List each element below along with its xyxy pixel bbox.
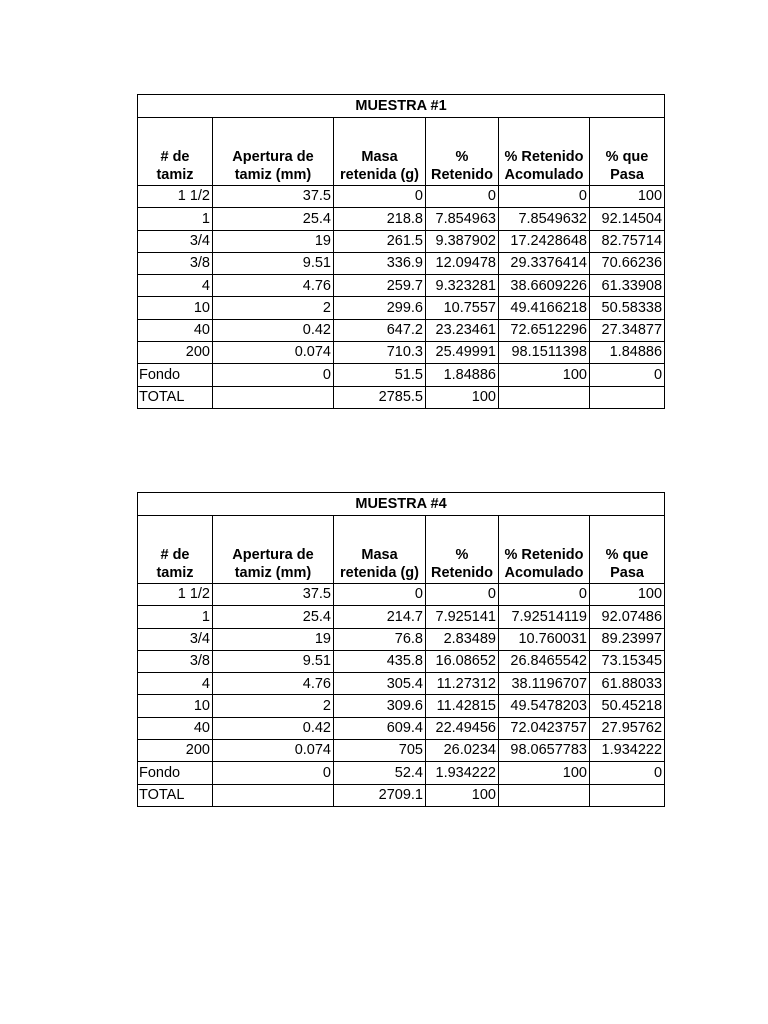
column-header-retained-mass: Masa retenida (g) <box>334 516 426 584</box>
table-cell: 1 1/2 <box>138 186 213 208</box>
table-cell: TOTAL <box>138 386 213 408</box>
table-row <box>138 695 665 717</box>
table-cell: 10.760031 <box>499 628 590 650</box>
table-cell: 0 <box>590 762 665 784</box>
column-header-sieve-opening: Apertura de tamiz (mm) <box>213 118 334 186</box>
table-cell: 710.3 <box>334 342 426 364</box>
table-cell: 4.76 <box>213 275 334 297</box>
table-cell: 261.5 <box>334 230 426 252</box>
table-cell: 705 <box>334 740 426 762</box>
table-cell: 0 <box>334 186 426 208</box>
table-cell: 3/4 <box>138 230 213 252</box>
table-cell: 7.854963 <box>426 208 499 230</box>
table-cell: 98.1511398 <box>499 342 590 364</box>
table-row <box>138 364 665 386</box>
column-header-retained-mass: Masa retenida (g) <box>334 118 426 186</box>
table-row <box>138 717 665 739</box>
table-cell: 609.4 <box>334 717 426 739</box>
table-cell: 9.51 <box>213 650 334 672</box>
table-total-row <box>138 784 665 806</box>
table-cell: TOTAL <box>138 784 213 806</box>
table-cell: 12.09478 <box>426 252 499 274</box>
sample-4-table <box>137 492 665 807</box>
table-cell: 4.76 <box>213 673 334 695</box>
table-cell: 2 <box>213 297 334 319</box>
table-cell <box>499 386 590 408</box>
table-cell: 100 <box>499 762 590 784</box>
table-cell: 40 <box>138 717 213 739</box>
table-row <box>138 208 665 230</box>
table-cell: 9.323281 <box>426 275 499 297</box>
table-cell: 49.5478203 <box>499 695 590 717</box>
table-row <box>138 230 665 252</box>
table-cell: 3/4 <box>138 628 213 650</box>
table-cell: 73.15345 <box>590 650 665 672</box>
table-cell: 40 <box>138 319 213 341</box>
column-header-cumulative-retained: % Retenido Acomulado <box>499 516 590 584</box>
table-cell: 1 <box>138 606 213 628</box>
table-cell: 38.1196707 <box>499 673 590 695</box>
table-row <box>138 606 665 628</box>
table-cell: 3/8 <box>138 252 213 274</box>
table-row <box>138 673 665 695</box>
table-cell: 100 <box>426 784 499 806</box>
table-cell: 25.4 <box>213 606 334 628</box>
table-cell: 2 <box>213 695 334 717</box>
table-cell: 7.925141 <box>426 606 499 628</box>
table-cell: 10 <box>138 695 213 717</box>
column-header-row <box>138 118 665 186</box>
table-cell: 23.23461 <box>426 319 499 341</box>
table-title-row <box>138 95 665 118</box>
table-cell: 435.8 <box>334 650 426 672</box>
table-row <box>138 650 665 672</box>
table-cell: 214.7 <box>334 606 426 628</box>
table-cell <box>499 784 590 806</box>
table-cell: 26.0234 <box>426 740 499 762</box>
table-cell: 11.27312 <box>426 673 499 695</box>
column-header-cumulative-retained: % Retenido Acomulado <box>499 118 590 186</box>
table-cell: 10.7557 <box>426 297 499 319</box>
table-cell: 9.387902 <box>426 230 499 252</box>
table-cell: 1.934222 <box>426 762 499 784</box>
table-cell: 92.14504 <box>590 208 665 230</box>
table-cell: 0 <box>499 584 590 606</box>
table-cell: 0.42 <box>213 319 334 341</box>
table-cell: 1.84886 <box>426 364 499 386</box>
table-total-row <box>138 386 665 408</box>
table-cell: 27.34877 <box>590 319 665 341</box>
table-cell: 0 <box>499 186 590 208</box>
table-title: MUESTRA #4 <box>138 493 665 516</box>
table-cell: 25.4 <box>213 208 334 230</box>
table-cell: 27.95762 <box>590 717 665 739</box>
table-cell: 29.3376414 <box>499 252 590 274</box>
table-cell <box>213 386 334 408</box>
table-cell: 218.8 <box>334 208 426 230</box>
column-header-sieve-number: # de tamiz <box>138 118 213 186</box>
table-cell: 92.07486 <box>590 606 665 628</box>
table-cell: 0 <box>426 584 499 606</box>
table-cell: 299.6 <box>334 297 426 319</box>
column-header-percent-passing: % que Pasa <box>590 118 665 186</box>
table-cell: 72.6512296 <box>499 319 590 341</box>
table-cell: 11.42815 <box>426 695 499 717</box>
table-row <box>138 319 665 341</box>
table-cell: 22.49456 <box>426 717 499 739</box>
column-header-percent-passing: % que Pasa <box>590 516 665 584</box>
table-row <box>138 762 665 784</box>
table-cell: 7.8549632 <box>499 208 590 230</box>
table-cell: 16.08652 <box>426 650 499 672</box>
table-cell: 2709.1 <box>334 784 426 806</box>
table-cell: 0 <box>334 584 426 606</box>
table-row <box>138 740 665 762</box>
table-cell: 0 <box>213 762 334 784</box>
table-cell: 72.0423757 <box>499 717 590 739</box>
table-cell: 17.2428648 <box>499 230 590 252</box>
table-cell: Fondo <box>138 364 213 386</box>
table-cell: 7.92514119 <box>499 606 590 628</box>
table-cell: 1.84886 <box>590 342 665 364</box>
table-cell: 19 <box>213 230 334 252</box>
sample-1-table <box>137 94 665 409</box>
column-header-sieve-number: # de tamiz <box>138 516 213 584</box>
table-cell: 0.42 <box>213 717 334 739</box>
table-cell <box>590 784 665 806</box>
table-cell: 100 <box>426 386 499 408</box>
table-cell: 0.074 <box>213 740 334 762</box>
table-cell: Fondo <box>138 762 213 784</box>
table-row <box>138 297 665 319</box>
table-cell: 37.5 <box>213 584 334 606</box>
column-header-sieve-opening: Apertura de tamiz (mm) <box>213 516 334 584</box>
table-cell: 37.5 <box>213 186 334 208</box>
column-header-row <box>138 516 665 584</box>
table-cell: 50.58338 <box>590 297 665 319</box>
table-cell: 0.074 <box>213 342 334 364</box>
table-cell: 1.934222 <box>590 740 665 762</box>
table-cell: 647.2 <box>334 319 426 341</box>
table-cell: 89.23997 <box>590 628 665 650</box>
table-cell: 61.33908 <box>590 275 665 297</box>
table-row <box>138 186 665 208</box>
column-header-percent-retained: % Retenido <box>426 118 499 186</box>
table-cell: 3/8 <box>138 650 213 672</box>
table-cell: 200 <box>138 740 213 762</box>
table-cell: 1 1/2 <box>138 584 213 606</box>
table-cell: 76.8 <box>334 628 426 650</box>
table-cell: 4 <box>138 673 213 695</box>
table-cell: 9.51 <box>213 252 334 274</box>
table-cell: 61.88033 <box>590 673 665 695</box>
table-cell <box>590 386 665 408</box>
table-cell: 2785.5 <box>334 386 426 408</box>
table-cell: 309.6 <box>334 695 426 717</box>
table-cell: 100 <box>499 364 590 386</box>
table-cell: 100 <box>590 584 665 606</box>
table-cell: 10 <box>138 297 213 319</box>
table-row <box>138 628 665 650</box>
table-cell: 50.45218 <box>590 695 665 717</box>
table-row <box>138 584 665 606</box>
column-header-percent-retained: % Retenido <box>426 516 499 584</box>
table-cell <box>213 784 334 806</box>
table-cell: 1 <box>138 208 213 230</box>
table-cell: 19 <box>213 628 334 650</box>
table-cell: 25.49991 <box>426 342 499 364</box>
table-row <box>138 275 665 297</box>
table-cell: 38.6609226 <box>499 275 590 297</box>
table-cell: 2.83489 <box>426 628 499 650</box>
table-cell: 0 <box>426 186 499 208</box>
table-title-row <box>138 493 665 516</box>
table-cell: 49.4166218 <box>499 297 590 319</box>
table-cell: 259.7 <box>334 275 426 297</box>
table-cell: 0 <box>213 364 334 386</box>
table-cell: 0 <box>590 364 665 386</box>
table-cell: 82.75714 <box>590 230 665 252</box>
table-cell: 305.4 <box>334 673 426 695</box>
table-cell: 70.66236 <box>590 252 665 274</box>
table-cell: 52.4 <box>334 762 426 784</box>
table-row <box>138 342 665 364</box>
table-cell: 200 <box>138 342 213 364</box>
table-cell: 51.5 <box>334 364 426 386</box>
table-cell: 4 <box>138 275 213 297</box>
table-row <box>138 252 665 274</box>
table-cell: 98.0657783 <box>499 740 590 762</box>
table-title: MUESTRA #1 <box>138 95 665 118</box>
table-cell: 336.9 <box>334 252 426 274</box>
table-cell: 100 <box>590 186 665 208</box>
table-cell: 26.8465542 <box>499 650 590 672</box>
